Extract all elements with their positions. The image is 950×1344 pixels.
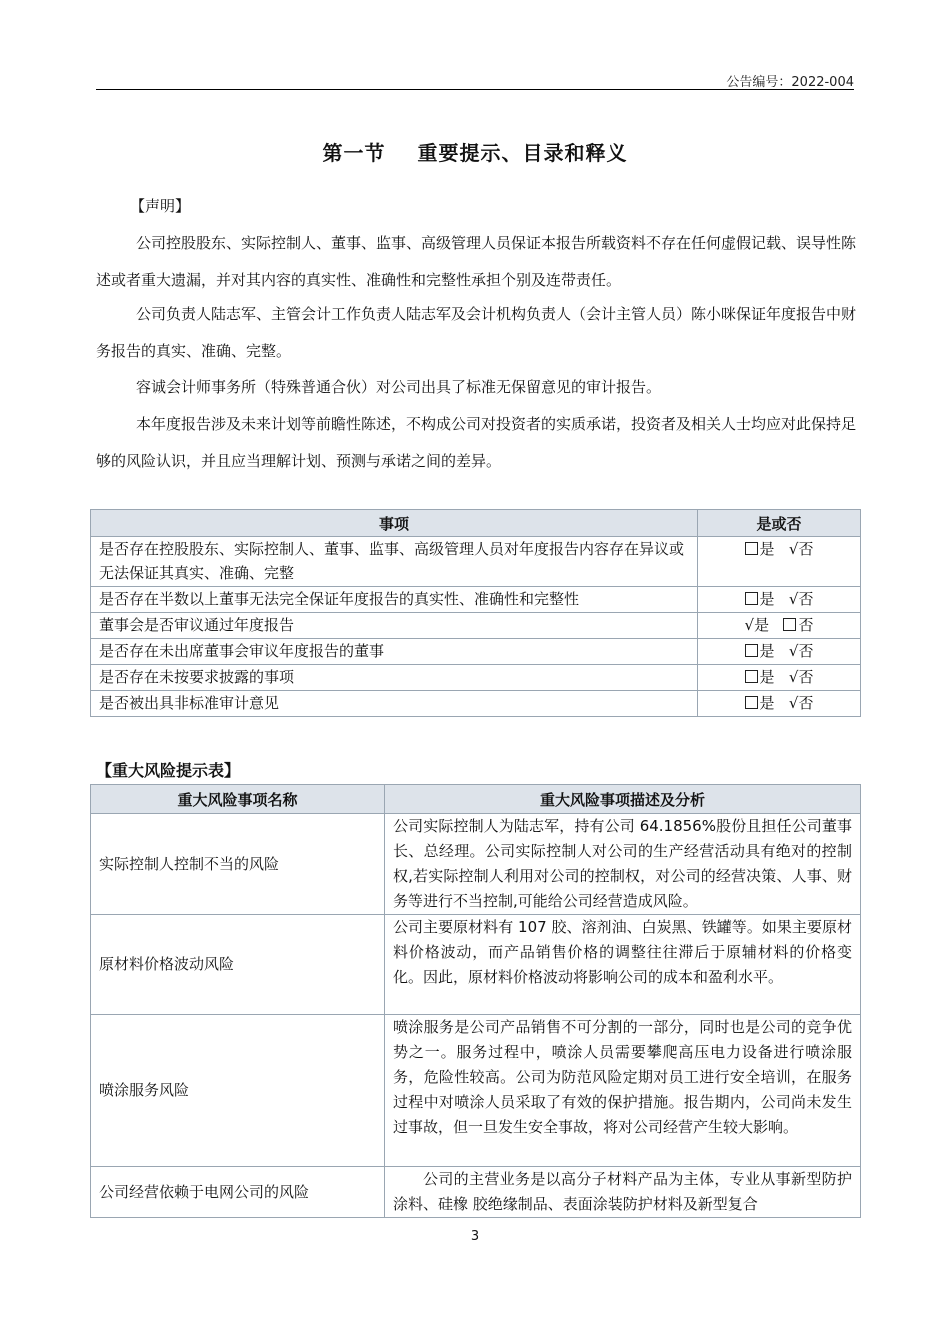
yes-label: 是 bbox=[759, 694, 775, 712]
risk-description: 公司实际控制人为陆志军，持有公司 64.1856%股份且担任公司董事长、总经理。公司实际控制人对公司的生产经营活动具有绝对的控制权,若实际控制人利用对公司的控制权，对公司的经营决策、人事、财务等进行不当控制,可能给公司经营造成风险。 bbox=[385, 814, 861, 915]
matters-item: 董事会是否审议通过年度报告 bbox=[91, 613, 698, 639]
risk-name: 公司经营依赖于电网公司的风险 bbox=[91, 1167, 385, 1218]
risk-header-name: 重大风险事项名称 bbox=[91, 785, 385, 814]
yes-label: 是 bbox=[759, 540, 775, 558]
risk-table-heading: 【重大风险提示表】 bbox=[96, 761, 241, 780]
section-name: 重要提示、目录和释义 bbox=[417, 141, 628, 165]
matters-item: 是否存在未按要求披露的事项 bbox=[91, 665, 698, 691]
section-number: 第一节 bbox=[322, 141, 386, 165]
matters-header-item: 事项 bbox=[91, 510, 698, 537]
matters-row bbox=[91, 691, 861, 717]
matters-item: 是否存在控股股东、实际控制人、董事、监事、高级管理人员对年度报告内容存在异议或无法保证其真实、准确、完整 bbox=[91, 537, 698, 587]
no-label: 否 bbox=[798, 668, 814, 686]
matters-row bbox=[91, 537, 861, 587]
statement-paragraph-1: 公司控股股东、实际控制人、董事、监事、高级管理人员保证本报告所载资料不存在任何虚假记载、误导性陈述或者重大遗漏，并对其内容的真实性、准确性和完整性承担个别及连带责任。 bbox=[96, 234, 857, 289]
checkbox-empty-icon bbox=[745, 542, 758, 555]
statement-paragraph-3: 容诚会计师事务所（特殊普通合伙）对公司出具了标准无保留意见的审计报告。 bbox=[136, 378, 662, 396]
yes-label: 是 bbox=[759, 642, 775, 660]
yes-label: 是 bbox=[759, 590, 775, 608]
section-title bbox=[0, 137, 950, 166]
checkbox-empty-icon bbox=[745, 592, 758, 605]
risk-description: 公司的主营业务是以高分子材料产品为主体，专业从事新型防护涂料、硅橡 胶绝缘制品、表面涂装防护材料及新型复合 bbox=[385, 1167, 861, 1218]
matters-item: 是否存在未出席董事会审议年度报告的董事 bbox=[91, 639, 698, 665]
risk-row bbox=[91, 1015, 861, 1167]
statement-heading: 【声明】 bbox=[130, 197, 191, 215]
risk-description: 喷涂服务是公司产品销售不可分割的一部分，同时也是公司的竞争优势之一。服务过程中，喷涂人员需要攀爬高压电力设备进行喷涂服务，危险性较高。公司为防范风险定期对员工进行安全培训，在服务过程中对喷涂人员采取了有效的保护措施。报告期内，公司尚未发生过事故，但一旦发生安全事故，将对公司经营产生较大影响。 bbox=[385, 1015, 861, 1167]
matters-item: 是否存在半数以上董事无法完全保证年度报告的真实性、准确性和完整性 bbox=[91, 587, 698, 613]
no-label: 否 bbox=[798, 540, 814, 558]
yes-label: 是 bbox=[759, 668, 775, 686]
no-label: 否 bbox=[798, 590, 814, 608]
matters-item: 是否被出具非标准审计意见 bbox=[91, 691, 698, 717]
checkbox-empty-icon bbox=[745, 670, 758, 683]
announcement-number: 公告编号：2022-004 bbox=[726, 75, 854, 90]
matters-answer: 是 √否 bbox=[698, 537, 861, 587]
matters-header-answer: 是或否 bbox=[698, 510, 861, 537]
checkbox-empty-icon bbox=[745, 644, 758, 657]
header-divider bbox=[96, 89, 854, 90]
risk-table bbox=[90, 784, 861, 1218]
risk-row bbox=[91, 915, 861, 1015]
page-number: 3 bbox=[470, 1229, 480, 1244]
no-label: 否 bbox=[798, 694, 814, 712]
risk-row bbox=[91, 814, 861, 915]
yes-label: 是 bbox=[754, 616, 770, 634]
matters-row bbox=[91, 665, 861, 691]
matters-answer: 是 √否 bbox=[698, 639, 861, 665]
checkbox-empty-icon bbox=[745, 696, 758, 709]
matters-row bbox=[91, 613, 861, 639]
statement-paragraph-2: 公司负责人陆志军、主管会计工作负责人陆志军及会计机构负责人（会计主管人员）陈小咪保证年度报告中财务报告的真实、准确、完整。 bbox=[96, 305, 857, 360]
statement-paragraph-4: 本年度报告涉及未来计划等前瞻性陈述，不构成公司对投资者的实质承诺，投资者及相关人士均应对此保持足够的风险认识，并且应当理解计划、预测与承诺之间的差异。 bbox=[96, 415, 857, 470]
no-label: 否 bbox=[798, 642, 814, 660]
risk-name: 原材料价格波动风险 bbox=[91, 915, 385, 1015]
no-label: 否 bbox=[798, 616, 814, 634]
risk-description: 公司主要原材料有 107 胶、溶剂油、白炭黑、铁罐等。如果主要原材料价格波动，而产品销售价格的调整往往滞后于原辅材料的价格变化。因此，原材料价格波动将影响公司的成本和盈利水平。 bbox=[385, 915, 861, 1015]
matters-answer: 是 √否 bbox=[698, 665, 861, 691]
matters-answer: 是 √否 bbox=[698, 691, 861, 717]
risk-name: 实际控制人控制不当的风险 bbox=[91, 814, 385, 915]
risk-row bbox=[91, 1167, 861, 1218]
matters-row bbox=[91, 639, 861, 665]
matters-answer: 是 √否 bbox=[698, 587, 861, 613]
matters-row bbox=[91, 587, 861, 613]
risk-header-desc: 重大风险事项描述及分析 bbox=[385, 785, 861, 814]
checkbox-empty-icon bbox=[783, 618, 796, 631]
matters-answer: √是 否 bbox=[698, 613, 861, 639]
risk-name: 喷涂服务风险 bbox=[91, 1015, 385, 1167]
matters-table bbox=[90, 509, 861, 717]
